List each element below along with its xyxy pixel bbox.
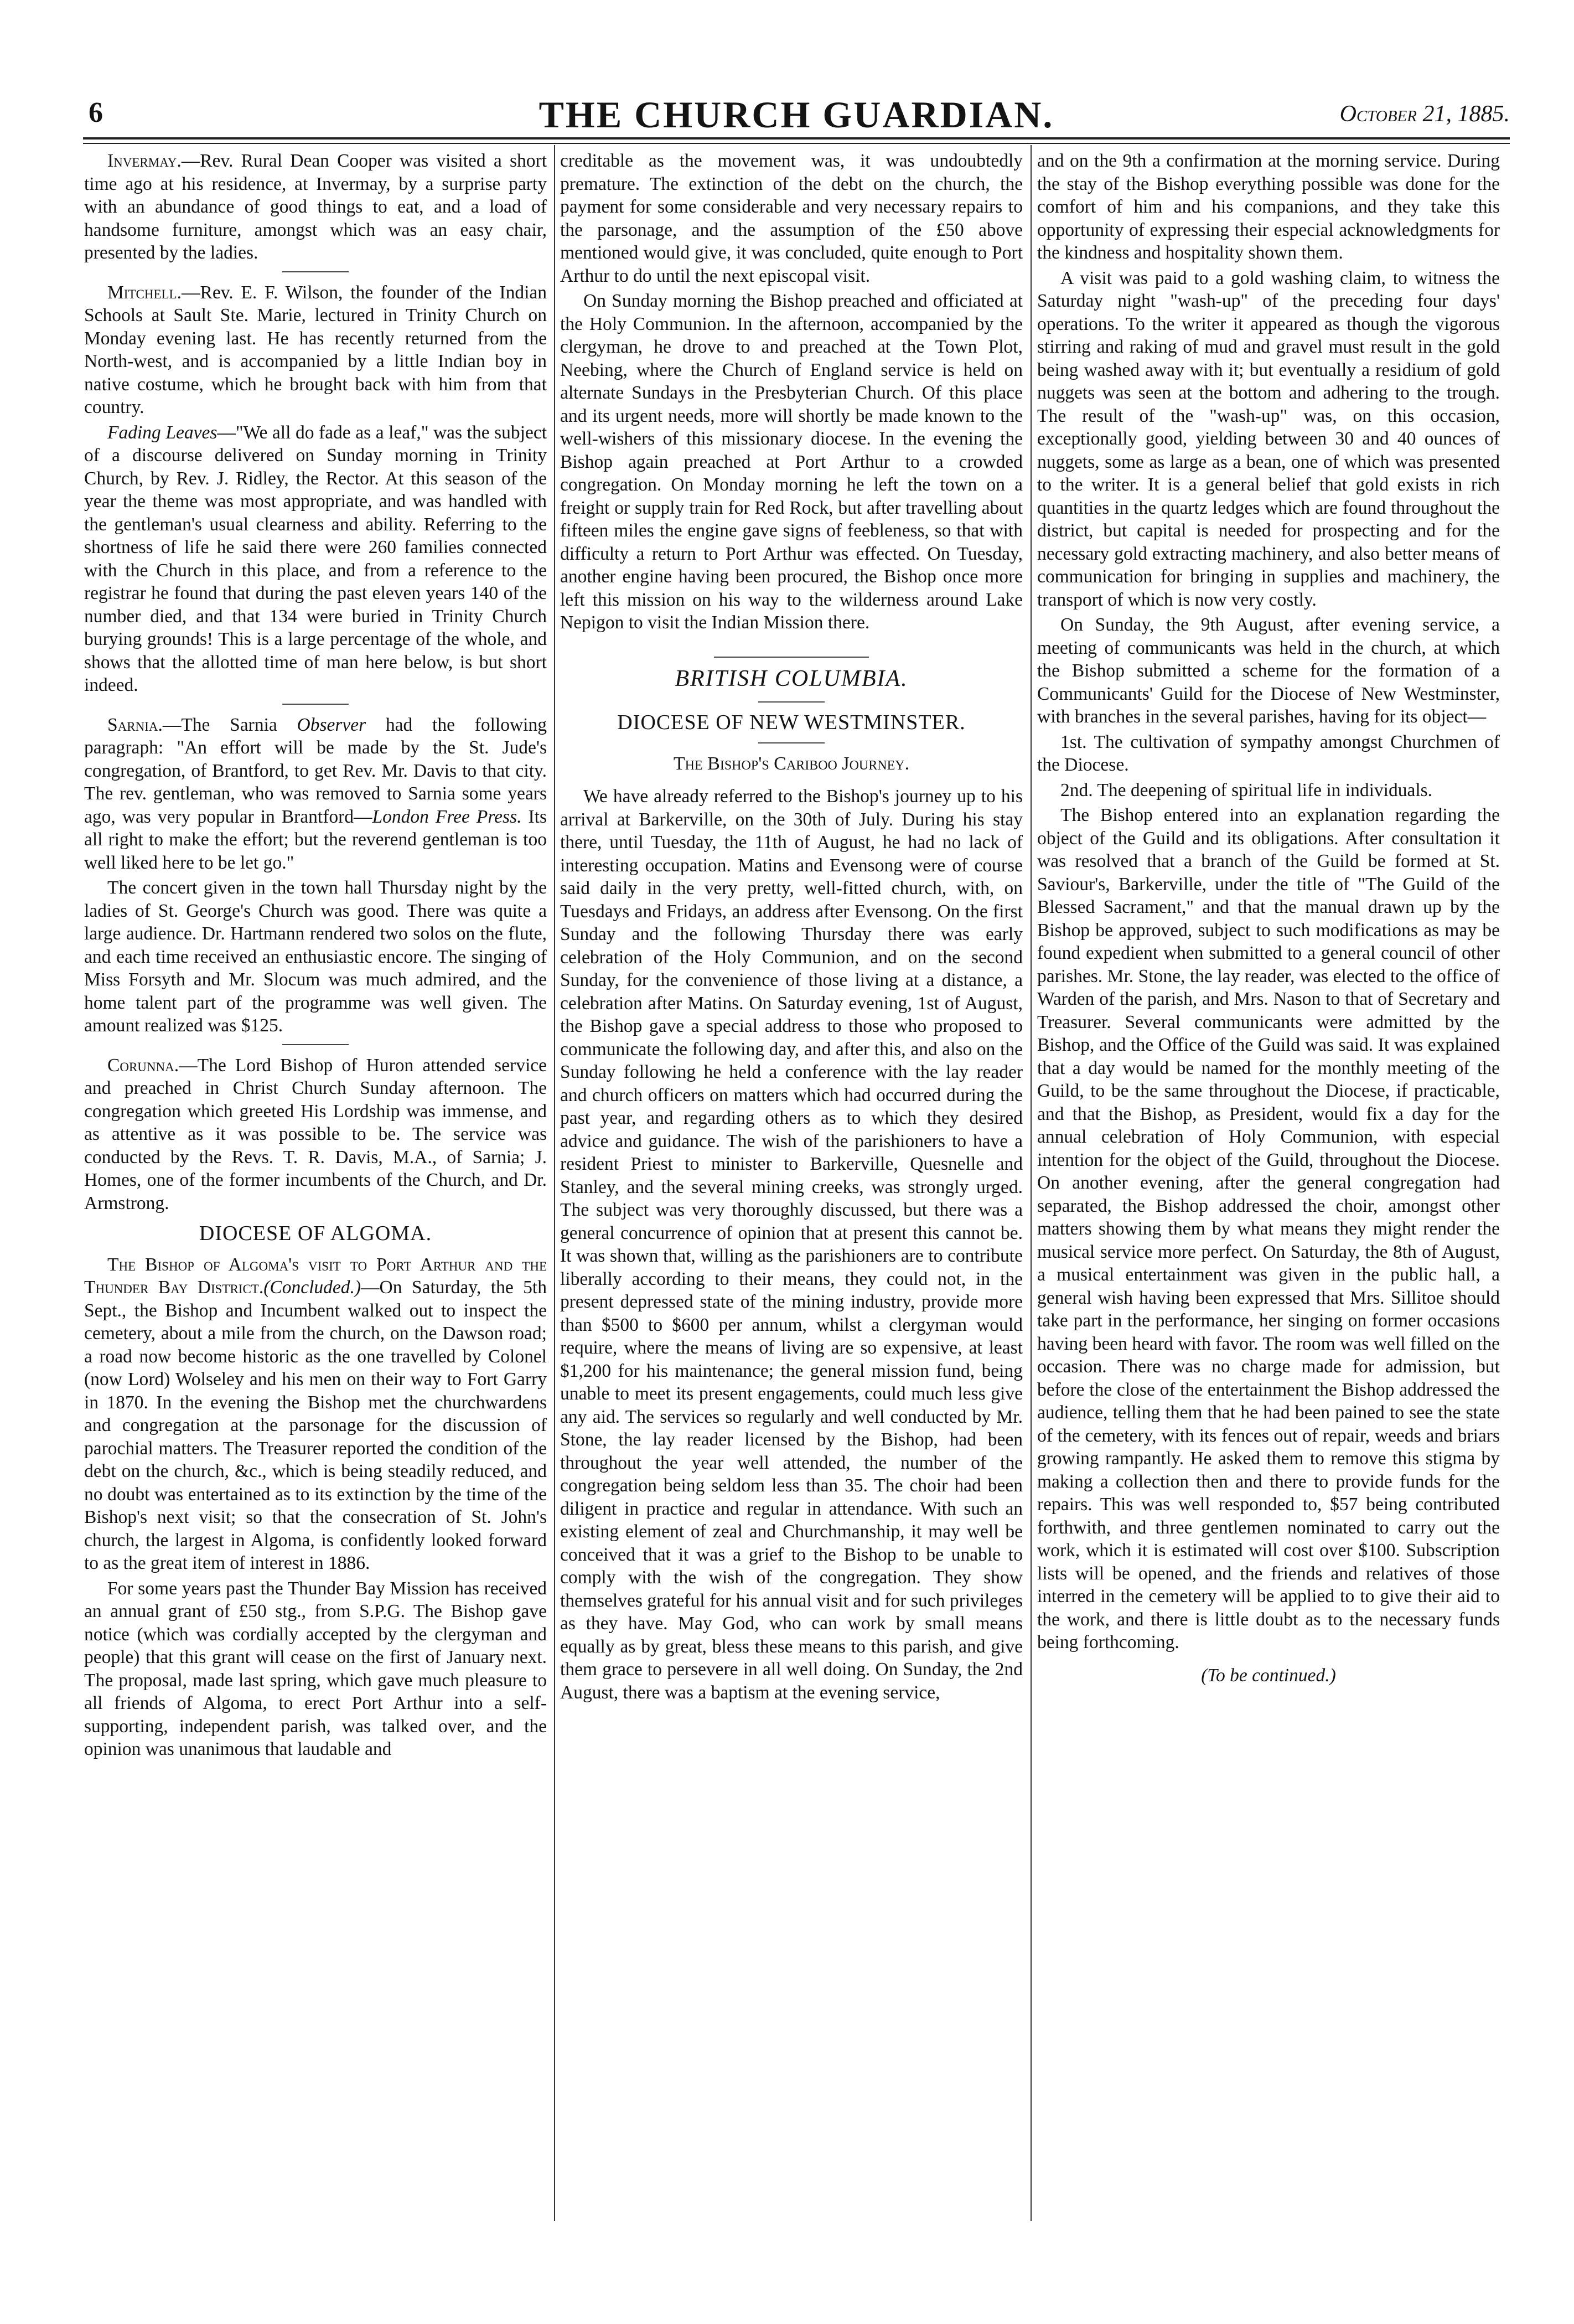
newspaper-title: THE CHURCH GUARDIAN.	[539, 94, 1054, 136]
article-paragraph: The Bishop entered into an explanation regarding the object of the Guild and its obligations. After consultation it was resolved that a branch of the Guild be formed at St. Saviour's, Barkerville, under the title of "The Guild of the Blessed Sacrament," and that the manual drawn up by the Bishop be approved, subject to such modifications as may be found expedient when submitted to a general council of other parishes. Mr. Stone, the lay reader, was elected to the office of Warden of the parish, and Mrs. Nason to that of Secretary and Treasurer. Several communicants were admitted by the Bishop, and the Office of the Guild was said. It was explained that a day would be named for the monthly meeting of the Guild, to be the same throughout the Diocese, if practicable, and that the Bishop, as President, would fix a day for the annual celebration of Holy Communion, with especial intention for the object of the Guild, throughout the Diocese. On another evening, after the general congregation had separated, the Bishop addressed the choir, amongst other matters showing them by what means they might render the musical service more perfect. On Saturday, the 8th of August, a musical entertainment was given in the public hall, a general wish having been expressed that Mrs. Sillitoe should take part in the performance, her singing on former occasions having been heard with favor. The room was well filled on the occasion. There was no charge made for admission, but before the close of the entertainment the Bishop addressed the audience, telling them that he had been pained to see the state of the cemetery, with its fences out of repair, weeds and briars growing rampantly. He asked them to remove this stigma by making a collection then and there to provide funds for the repairs. This was well responded to, $57 being contributed forthwith, and three gentlemen nominated to carry out the work, which it is estimated will cost over $100. Subscription lists will be opened, and the friends and relatives of those interred in the cemetery will be applied to to give their aid to the work, and there is little doubt as to the necessary funds being forthcoming.	[1037, 805, 1500, 1652]
article-mitchell	[84, 281, 547, 419]
article-text: —On Saturday, the 5th Sept., the Bishop and Incumbent walked out to inspect the cemetery, about a mile from the church, on the Dawson road; a road now become historic as the one travelled by Colonel (now Lord) Wolseley and his men on their way to Fort Garry in 1870. In the evening the Bishop met the churchwardens and congregation at the parsonage for the discussion of parochial matters. The Treasurer reported the condition of the debt on the church, &c., which is being steadily reduced, and no doubt was entertained as to its extinction by the time of the Bishop's next visit; so that the consecration of St. John's church, the largest in Algoma, is confidently looked forward to as the great item of interest in 1886.	[84, 1277, 547, 1573]
article-text: —The Sarnia	[162, 714, 297, 735]
separator	[282, 271, 349, 272]
column-1	[84, 149, 547, 2231]
separator	[282, 1044, 349, 1045]
article-algoma	[84, 1253, 547, 1575]
article-title: Fading Leaves	[107, 422, 218, 443]
article-paragraph: On Sunday, the 9th August, after evening service, a meeting of communicants was held in the church, at which the Bishop submitted a scheme for the formation of a Communicants' Guild for the Diocese of New Westminster, with branches in the several parishes, having for its object—	[1037, 614, 1500, 727]
article-text: had the following paragraph: "An effort will be made by the St. Jude's congregation, of Brantford, to get Rev. Mr. Davis to that city. The rev. gentleman, who was removed to Sarnia some years ago, was very popular in Brantford—	[84, 714, 547, 827]
article-text: —The Lord Bishop of Huron attended service and preached in Christ Church Sunday afternoon. The congregation which greeted His Lordship was immense, and as attentive as it was possible to be. The service was conducted by the Revs. T. R. Davis, M.A., of Sarnia; J. Homes, one of the former incumbents of the Church, and Dr. Armstrong.	[84, 1055, 547, 1213]
article-corunna	[84, 1054, 547, 1215]
place-heading: Mitchell.	[107, 282, 182, 303]
page-number: 6	[89, 97, 103, 128]
section-heading-algoma: DIOCESE OF ALGOMA.	[199, 1222, 432, 1245]
column-2	[560, 149, 1023, 2231]
subheading-cariboo-journey: The Bishop's Cariboo Journey.	[673, 753, 910, 774]
article-paragraph: For some years past the Thunder Bay Mission has received an annual grant of £50 stg., from S.P.G. The Bishop gave notice (which was cordially accepted by the clergyman and people) that this grant will cease on the first of January next. The proposal, made last spring, which gave much pleasure to all friends of Algoma, to erect Port Arthur into a self-supporting, independent parish, was talked over, and the opinion was unanimous that laudable and	[84, 1578, 547, 1759]
masthead	[83, 93, 1510, 136]
place-heading: Invermay.	[107, 151, 182, 171]
continued-note: (To be continued.)	[1201, 1665, 1336, 1686]
article-text: —"We all do fade as a leaf," was the subject of a discourse delivered on Sunday morning in Trinity Church, by Rev. J. Ridley, the Rector. At this season of the year the theme was most appropriate, and was handled with the gentleman's usual clearness and ability. Referring to the shortness of life he said there were 260 families connected with the Church in this place, and from a reference to the registrar he found that during the past eleven years 140 of the number died, and that 134 were buried in Trinity Church burying grounds! This is a large percentage of the whole, and shows that the allotted time of man here below, is but short indeed.	[84, 422, 547, 695]
separator	[282, 704, 349, 705]
issue-date: October 21, 1885.	[1339, 101, 1510, 127]
separator	[758, 701, 825, 703]
concluded-note: (Concluded.)	[263, 1277, 361, 1298]
publication-name: London Free Press.	[372, 806, 522, 827]
article-paragraph: creditable as the movement was, it was undoubtedly premature. The extinction of the debt on the church, the payment for some considerable and very necessary repairs to the parsonage, and the assumption of the £50 above mentioned would give, it was concluded, quite enough to Port Arthur to do until the next episcopal visit.	[560, 151, 1023, 286]
article-invermay	[84, 149, 547, 265]
section-heading-new-westminster: DIOCESE OF NEW WESTMINSTER.	[617, 711, 966, 734]
column-divider	[554, 145, 555, 2221]
column-3	[1037, 149, 1500, 2231]
article-list-item: 1st. The cultivation of sympathy amongst Churchmen of the Diocese.	[1037, 731, 1500, 775]
place-heading: Corunna.	[107, 1055, 179, 1076]
article-text: —Rev. E. F. Wilson, the founder of the Indian Schools at Sault Ste. Marie, lectured in Trinity Church on Monday evening last. He has recently returned from the North-west, and is accompanied by a little Indian boy in native costume, which he brought back with him from that country.	[84, 282, 547, 417]
article-fading-leaves	[84, 421, 547, 697]
article-text: Its all right to make the effort; but the reverend gentleman is too well liked here to be let go."	[84, 806, 547, 873]
article-concert: The concert given in the town hall Thursday night by the ladies of St. George's Church was good. There was quite a large audience. Dr. Hartmann rendered two solos on the flute, and each time received an enthusiastic encore. The singing of Miss Forsyth and Mr. Slocum was much admired, and the home talent part of the programme was well given. The amount realized was $125.	[84, 877, 547, 1036]
place-heading: Sarnia.	[107, 714, 163, 735]
column-divider	[1031, 145, 1032, 2221]
article-paragraph: On Sunday morning the Bishop preached and officiated at the Holy Communion. In the afternoon, accompanied by the clergyman, he drove to and preached at the Town Plot, Neebing, where the Church of England service is held on alternate Sundays in the Presbyterian Church. Of this place and its urgent needs, more will shortly be made known to the well-wishers of this missionary diocese. In the evening the Bishop again preached at Port Arthur to a crowded congregation. On Monday morning he left the town on a freight or supply train for Red Rock, but after travelling about fifteen miles the engine gave signs of feebleness, so that with difficulty a return to Port Arthur was effected. On Tuesday, another engine having been procured, the Bishop once more left this mission on his way to the wilderness around Lake Nepigon to visit the Indian Mission there.	[560, 291, 1023, 633]
masthead-rule	[83, 137, 1510, 140]
section-heading-british-columbia: BRITISH COLUMBIA.	[675, 665, 908, 691]
article-text: —Rev. Rural Dean Cooper was visited a short time ago at his residence, at Invermay, by a surprise party with an abundance of good things to eat, and a load of handsome furniture, amongst which was an easy chair, presented by the ladies.	[84, 151, 547, 263]
section-separator	[714, 657, 869, 658]
article-list-item: 2nd. The deepening of spiritual life in individuals.	[1060, 779, 1433, 801]
article-sarnia	[84, 714, 547, 875]
separator	[758, 742, 825, 743]
article-paragraph: We have already referred to the Bishop's journey up to his arrival at Barkerville, on the 30th of July. During his stay there, until Tuesday, the 11th of August, he had no lack of interesting occupation. Matins and Evensong were of course said daily in the very pretty, well-fitted church, with, on Tuesdays and Fridays, an address after Evensong. On the first Sunday and the following Thursday there was early celebration of the Holy Communion, and on the second Sunday, for the convenience of those living at a distance, a celebration after Matins. On Saturday evening, 1st of August, the Bishop gave a special address to those who proposed to communicate the following day, and after this, and also on the Sunday following he held a conference with the lay reader and church officers on matters which had occurred during the past year, and regarding others as to which they desired advice and guidance. The wish of the parishioners to have a resident Priest to minister to Barkerville, Quesnelle and Stanley, and the several mining creeks, was strongly urged. The subject was very thoroughly discussed, but there was a general concurrence of opinion that at present this cannot be. It was shown that, willing as the parishioners are to contribute liberally according to their means, they could not, in the present depressed state of the mining industry, provide more than $500 to $600 per annum, whilst a clergyman would require, where the means of living are so expensive, at least $1,200 for his maintenance; the general mission fund, being unable to meet its present engagements, could much less give any aid. The services so regularly and well conducted by Mr. Stone, the lay reader licensed by the Bishop, had been throughout the year well attended, the number of the congregation being seldom less than 35. The choir had been diligent in practice and regular in attendance. With such an existing element of zeal and Churchmanship, it may well be conceived that it was a grief to the Bishop to be unable to comply with the wish of the congregation. They show themselves grateful for his annual visit and for such privileges as they have. May God, who can work by small means equally as by great, bless these means to this parish, and give them grace to persevere in all well doing. On Sunday, the 2nd August, there was a baptism at the evening service,	[560, 786, 1023, 1703]
subheading: The Bishop of Algoma's visit to Port Arthur and the Thunder Bay District.	[84, 1254, 547, 1298]
masthead-rule-thin	[83, 143, 1510, 144]
article-paragraph: A visit was paid to a gold washing claim, to witness the Saturday night "wash-up" of the preceding four days' operations. To the writer it appeared as though the vigorous stirring and raking of mud and gravel must result in the gold being washed away with it; but eventually a residium of gold nuggets was seen at the bottom and adhering to the trough. The result of the "wash-up" was, on this occasion, exceptionally good, yielding between 30 and 40 ounces of nuggets, some as large as a bean, one of which was presented to the writer. It is a general belief that gold exists in rich quantities in the quartz ledges which are found throughout the district, but capital is needed for prospecting and for the necessary gold extracting machinery, and also better means of communication for bringing in supplies and machinery, the transport of which is now very costly.	[1037, 267, 1500, 610]
article-paragraph: and on the 9th a confirmation at the morning service. During the stay of the Bishop everything possible was done for the comfort of him and his companions, and they take this opportunity of expressing their especial acknowledgments for the kindness and hospitality shown them.	[1037, 151, 1500, 263]
publication-name: Observer	[297, 714, 366, 735]
